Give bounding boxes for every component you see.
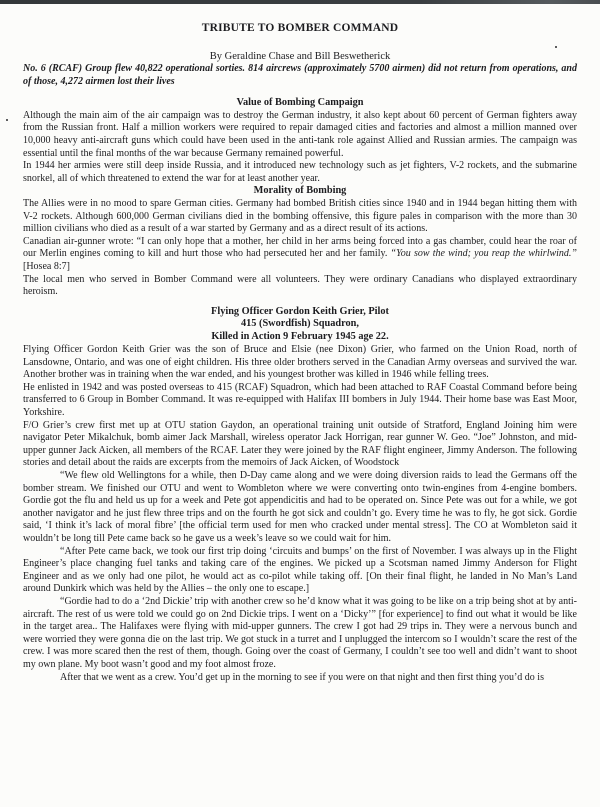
air-gunner-quote-lead: Canadian air-gunner wrote: “I can only hope that a mother, her child in her arms being forced into a gas chamber, could hear the roar of our Merlin engines coming to kill and hurt those who had persecuted her and her family. (23, 235, 577, 260)
paragraph-grier-3: F/O Grier’s crew first met up at OTU station Gaydon, an operational training unit outside of Stratford, England Joining him were navigator Peter Mikalchuk, bomb aimer Jack Marshall, wireless operator Jack Horrigan, rear gunner W. Geo. “Joe” Johnston, and mid-upper gunner Jack Aicken, all members of the RCAF. Later they were joined by the RAF flight engineer, Jimmy Anderson. The following stories and detail about the raids are excerpts from the memoirs of Jack Aicken, of Woodstock (23, 419, 577, 469)
paragraph-value-2: In 1944 her armies were still deep inside Russia, and it introduced new technology such as jet fighters, V-2 rockets, and the submarine snorkel, all of which threatened to extend the war for at least another year. (23, 160, 577, 184)
grier-heading-line1: Flying Officer Gordon Keith Grier, Pilot (211, 305, 389, 317)
grier-heading-line2: 415 (Swordfish) Squadron, (241, 318, 359, 330)
paragraph-morality-2 (23, 236, 577, 274)
section-heading-value-of-bombing: Value of Bombing Campaign (236, 97, 364, 109)
intro-stats: No. 6 (RCAF) Group flew 40,822 operational sorties. 814 aircrews (approximately 5700 airmen) did not return from operations, and of those, 4,272 airmen lost their lives (23, 63, 577, 87)
paragraph-grier-2: He enlisted in 1942 and was posted overseas to 415 (RCAF) Squadron, which had been attached to RAF Coastal Command before being transferred to 6 Group in Bomber Command. It was re-equipped with Halifax III bombers in July 1944. Their home base was East Moor, Yorkshire. (23, 381, 577, 419)
memoir-quote-3: “Gordie had to do a ‘2nd Dickie’ trip with another crew so he’d know what it was going to be like on a trip being shot at by anti-aircraft. The rest of us were told we could go on 2nd Dickie trips. I went on a ‘Dicky’” [for experience] to find out what it would be like in the target area.. The Halifaxes were flying with mid-upper gunners. The crew I got had 29 trips in. They were a nervous bunch and were worried they were gonna die on the last trip. We got stuck in a turret and I unplugged the intercom so I wouldn’t scare the rest of the crew. I was more scared then the rest of them, though. Going over the coast of Germany, I couldn’t see too well and didn’t want to shoot my own plane. My boot wasn’t good and my foot almost froze. (23, 595, 577, 670)
byline: By Geraldine Chase and Bill Beswetherick (209, 51, 391, 62)
paragraph-morality-1: The Allies were in no mood to spare German cities. Germany had bombed British cities since 1940 and in 1944 began hitting them with V-2 rockets. Although 600,000 German civilians died in the bombing offensive, this figure pales in comparison with the more than 30 million civilians who died as a result of a war started by Germany and as a direct result of its actions. (23, 197, 577, 235)
paragraph-grier-1: Flying Officer Gordon Keith Grier was the son of Bruce and Elsie (nee Dixon) Grier, who farmed on the Union Road, north of Lansdowne, Ontario, and was one of eight children. His three older brothers served in the Canadian Army overseas and survived the war. Another brother was in training when the war ended, and his youngest brother was killed in 1946 while felling trees. (23, 344, 577, 381)
grier-heading (23, 306, 577, 344)
section-heading-morality-of-bombing: Morality of Bombing (253, 185, 347, 197)
grier-heading-line3: Killed in Action 9 February 1945 age 22. (211, 331, 389, 343)
memoir-quote-2: “After Pete came back, we took our first trip doing ‘circuits and bumps’ on the first of November. I was always up in the Flight Engineer’s place changing fuel tanks and taking care of the engines. We picked up a Scotsman named Jimmy Anderson for Flight Engineer and as we only had one pilot, he would act as co-pilot while taking off. [On their final flight, he landed in No Man’s Land around Dunkirk which was held by the Allies – the only one to escape.] (23, 545, 577, 595)
document-content (0, 4, 600, 684)
hosea-quote-italic: “You sow the wind; you reap the whirlwind.” (390, 248, 577, 260)
paragraph-value-1: Although the main aim of the air campaign was to destroy the German industry, it also kept about 60 percent of German fighters away from the Russian front. Half a million workers were required to repair damaged cities and factories and almost a million manned over 10,000 heavy anti-aircraft guns which could have been used in the anti-tank role against Allied and Russian armies. The campaign was essential until the final months of the war because Germany remained powerful. (23, 109, 577, 159)
memoir-quote-4: After that we went as a crew. You’d get up in the morning to see if you were on that night and then first thing you’d do is (60, 671, 544, 683)
hosea-citation: [Hosea 8:7] (23, 260, 70, 272)
doc-title: TRIBUTE TO BOMBER COMMAND (201, 22, 399, 34)
memoir-quote-1: “We flew old Wellingtons for a while, then D-Day came along and we were doing diversion raids to lead the Germans off the bomber stream. We finished our OTU and went to Wombleton where we were converting onto twin-engines from 4-engine bombers. Gordie got the flu and held us up for a week and Pete got appendicitis and had to be operated on. Since Pete was out for a while, we got another navigator and he just flew three trips and on the fourth he got sick and couldn’t go. Every time he was to fly, he got sick. Gordie said, ‘I think it’s lack of moral fibre’ [the official term used for men who cracked under mental stress]. The CO at Wombleton said it wouldn’t be long till Pete came back so he gave us a week’s leave so we could wait for him. (23, 470, 577, 544)
paragraph-morality-3: The local men who served in Bomber Command were all volunteers. They were ordinary Canadians who displayed extraordinary heroism. (23, 273, 577, 298)
